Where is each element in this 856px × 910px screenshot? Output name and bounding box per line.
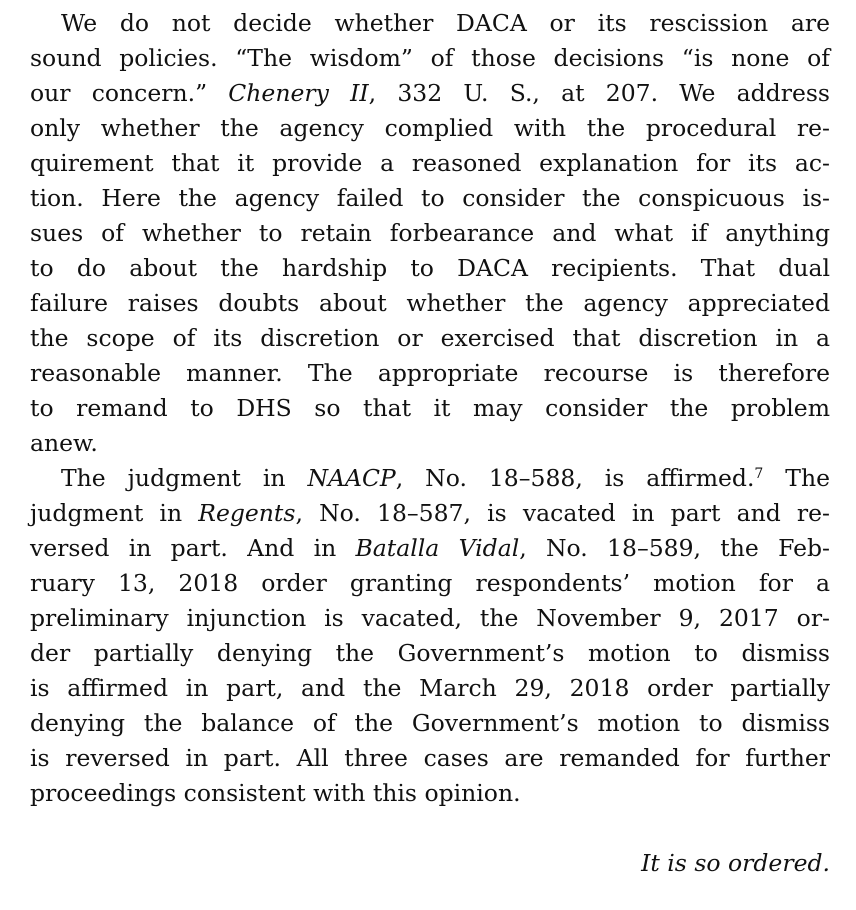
text-line: sound policies. “The wisdom” of those decisions “is none of (30, 44, 830, 72)
case-name-chenery: Chenery II (228, 79, 369, 107)
closing-text: It is so ordered. (641, 849, 830, 877)
text-line: the scope of its discretion or exercised that discretion in a (30, 324, 830, 352)
text-span: The judgment in (61, 464, 308, 492)
text-line: denying the balance of the Government’s motion to dismiss (30, 709, 830, 737)
spacer (30, 811, 830, 846)
text-line (30, 76, 830, 111)
text-line: ruary 13, 2018 order granting respondents’ motion for a (30, 569, 830, 597)
text-line: is reversed in part. All three cases are remanded for further (30, 744, 830, 772)
case-name-naacp: NAACP (307, 464, 396, 492)
paragraph-conclusion (30, 6, 830, 461)
footnote-marker[interactable]: 7 (754, 466, 764, 482)
case-name-regents: Regents (198, 499, 296, 527)
text-line: reasonable manner. The appropriate recourse is therefore (30, 359, 830, 387)
text-span: , No. 18–589, the Feb- (519, 534, 830, 562)
text-line: only whether the agency complied with the procedural re- (30, 114, 830, 142)
text-line (30, 496, 830, 531)
text-line: quirement that it provide a reasoned explanation for its ac- (30, 149, 830, 177)
case-name-batalla-vidal: Batalla Vidal (355, 534, 520, 562)
text-line: to remand to DHS so that it may consider the problem (30, 394, 830, 422)
opinion-page (30, 6, 830, 881)
text-span: our concern.” (30, 79, 229, 107)
text-line: preliminary injunction is vacated, the November 9, 2017 or- (30, 604, 830, 632)
text-line: failure raises doubts about whether the agency appreciated (30, 289, 830, 317)
text-line: anew. (30, 429, 98, 457)
text-span: judgment in (30, 499, 199, 527)
text-span: , 332 U. S., at 207. We address (368, 79, 830, 107)
text-line: der partially denying the Government’s motion to dismiss (30, 639, 830, 667)
paragraph-judgment (30, 461, 830, 811)
text-line (30, 531, 830, 566)
text-line: sues of whether to retain forbearance and what if anything (30, 219, 830, 247)
text-line (30, 461, 830, 496)
closing-order (30, 846, 830, 881)
text-span: , No. 18–588, is affirmed. (395, 464, 755, 492)
text-span: , No. 18–587, is vacated in part and re- (295, 499, 830, 527)
text-line: to do about the hardship to DACA recipients. That dual (30, 254, 830, 282)
text-span: The (763, 464, 830, 492)
text-line: We do not decide whether DACA or its rescission are (61, 9, 830, 37)
text-span: versed in part. And in (30, 534, 356, 562)
text-line: proceedings consistent with this opinion. (30, 779, 521, 807)
text-line: is affirmed in part, and the March 29, 2018 order partially (30, 674, 830, 702)
text-line: tion. Here the agency failed to consider the conspicuous is- (30, 184, 830, 212)
